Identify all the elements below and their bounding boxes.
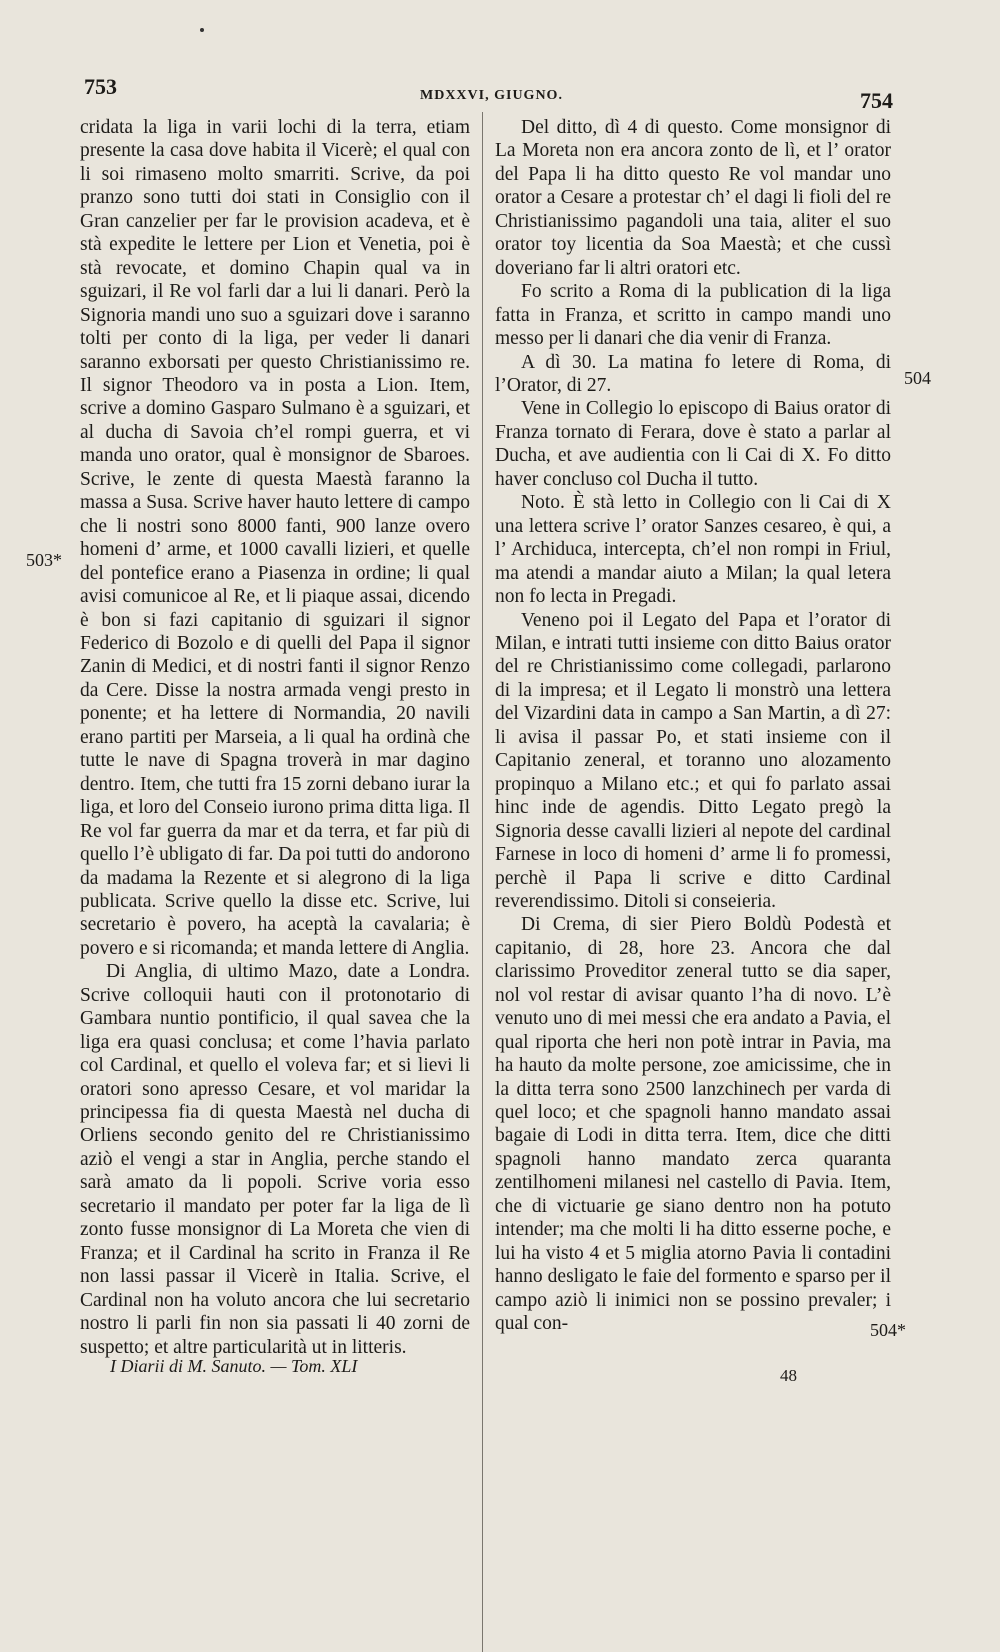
paragraph: cridata la liga in varii lochi di la terra, etiam presente la casa dove habita il Vicerè; el qual con li soi rimaseno molto smarriti. Scrive, da poi pranzo sono tutti doi stati in Consiglio con il Gran canzelier per far le provision acadeva, et è stà expedite le lettere per Lion et Venetia, poi è stà revocate, et domino Chapin qual va in sguizari, il Re vol farli dar a lui li danari. Però la Signoria mandi uno suo a sguizari dove i saranno tolti per conto di la liga, per veder li danari saranno exborsati per questo Christianissimo re. Il signor Theodoro va in posta a Lion. Item, scrive a domino Gasparo Sulmano è a sguizari, et al ducha di Savoia ch’el rompi guerra, et vi manda uno orator, qual è monsignor de Sbaroes. Scrive, le zente di questa Maestà faranno la massa a Susa. Scrive haver hauto lettere di campo che li nostri sono 8000 fanti, 900 lanze overo homeni d’ arme, et 1000 cavalli lizieri, et quelle del pontefice erano a Piasenza in ordine; li qual avisi comunicoe al Re, et li piaque assai, dicendo è bon si fazi capitanio di sguizari il signor Federico di Bozolo e di quelli del Papa il signor Zanin di Medici, et di nostri fanti il signor Renzo da Cere. Disse la nostra armada vengi presto in ponente; et ha lettere di Normandia, 20 navili erano partiti per Marseia, a li qual ha ordinà che tutte le nave di Spagna troverà in mar dagino dentro. Item, che tutti fra 15 zorni debano iurar la liga, et loro del Conseio iurono prima ditta liga. Il Re vol far guerra da mar et da terra, et far più di quello l’è ubligato di far. Da poi tutti do andorono da madama la Rezente et si alegrono di la liga publicata. Scrive quello la disse etc. Scrive, lui secretario è povero, ha aceptà la cavalaria; è povero e si ricomanda; et manda lettere di Anglia. xyxy=(80,117,470,959)
signature-mark: 48 xyxy=(780,1366,797,1385)
paragraph: A dì 30. La matina fo letere di Roma, di l’Orator, di 27. xyxy=(495,351,891,396)
paragraph: Veneno poi il Legato del Papa et l’orator di Milan, e intrati tutti insieme con ditto Baius orator del re Christianissimo come collegadi, parlarono di la impresa; et il Legato li monstrò una lettera del Vizardini data in campo a San Martin, a dì 27: li avisa il passar Po, et stati insieme con il Capitanio zeneral, et toranno uno alozamento propinquo a Milano etc.; et qui fo parlato assai hinc inde de agendis. Ditto Legato pregò la Signoria desse cavalli lizieri al nepote del cardinal Farnese in loco di homeni d’ arme li fo promessi, perchè il Papa li scrive e ditto Cardinal reverendissimo. Ditoli si conseieria. xyxy=(495,609,891,912)
page-number-left: 753 xyxy=(84,74,117,99)
running-header: MDXXVI, GIUGNO. xyxy=(420,88,563,103)
margin-note-right-star: 504* xyxy=(870,1320,906,1340)
right-column xyxy=(495,116,891,1336)
margin-note-left: 503* xyxy=(26,550,62,570)
paragraph: Fo scrito a Roma di la publication di la liga fatta in Franza, et scritto in campo mandi uno messo per li danari che dia venir di Franza. xyxy=(495,281,891,350)
left-column xyxy=(80,116,470,1359)
column-divider xyxy=(482,112,483,1652)
paragraph: Del ditto, dì 4 di questo. Come monsignor di La Moreta non era ancora zonto de lì, et l’ orator del Papa li ha ditto questo Re vol mandar uno orator a Cesare a protestar ch’ el dagi li fioli del re Christianissimo pagandoli una taia, aliter el suo orator toy licentia da Soa Maestà; et che cussì doveriano far li altri oratori etc. xyxy=(495,117,891,279)
paragraph: Di Anglia, di ultimo Mazo, date a Londra. Scrive colloquii hauti con il protonotario di Gambara nuntio pontificio, il qual savea che la liga era quasi conclusa; et come l’havia parlato col Cardinal, et quello el voleva far; et si lievi li oratori sono apresso Cesare, et vol maridar la principessa fia di questa Maestà nel ducha di Orliens secondo genito del re Christianissimo aziò el vengi a star in Anglia, perche stando el sarà amato da li popoli. Scrive voria esso secretario il mandato per poter far la liga de lì zonto fusse monsignor di La Moreta che vien di Franza; et il Cardinal ha scrito in Franza il Re non lassi passar il Vicerè in Italia. Scrive, el Cardinal non ha voluto ancora che lui secretario nostro li parli fin non sia passati li 40 zorni de suspetto; et altre particularità ut in litteris. xyxy=(80,961,470,1358)
ink-dot xyxy=(200,28,204,32)
footer-text: I Diarii di M. Sanuto. — Tom. XLI xyxy=(110,1356,358,1376)
paragraph: Di Crema, di sier Piero Boldù Podestà et capitanio, di 28, hore 23. Ancora che dal clarissimo Proveditor zeneral tutto se dia saper, nol vol restar di avisar quanto l’ha di novo. L’è venuto uno di mei messi che era andato a Pavia, el qual riporta che heri non potè intrar in Pavia, ma ha hauto da molte persone, zoe amicissime, che in la ditta terra sono 2500 lanzchinech per varda di quel loco; et che spagnoli hanno mandato assai bagaie di Lodi in ditta terra. Item, dice che ditti spagnoli hanno mandato zerca quaranta zentilhomeni milanesi nel castello di Pavia. Item, che di victuarie ge siano dentro non ha potuto intender; ma che molti li ha ditto esserne poche, e lui ha visto 4 et 5 miglia atorno Pavia li contadini hanno desligato le faie del formento e sparso per il campo aziò li inimici non se possino prevaler; i qual con- xyxy=(495,914,891,1335)
paragraph: Noto. È stà letto in Collegio con li Cai di X una lettera scrive l’ orator Sanzes cesareo, è qui, a l’ Archiduca, intercepta, ch’el non rompi in Friul, ma atendi a mandar aiuto a Milan; la qual letera non fo lecta in Pregadi. xyxy=(495,492,891,608)
margin-note-right: 504 xyxy=(904,368,931,388)
page-number-right: 754 xyxy=(860,88,893,113)
paragraph: Vene in Collegio lo episcopo di Baius orator di Franza tornato di Ferara, dove è stato a parlar al Ducha, et ave audientia con li Cai di X. Fo ditto haver concluso col Ducha il tutto. xyxy=(495,398,891,490)
